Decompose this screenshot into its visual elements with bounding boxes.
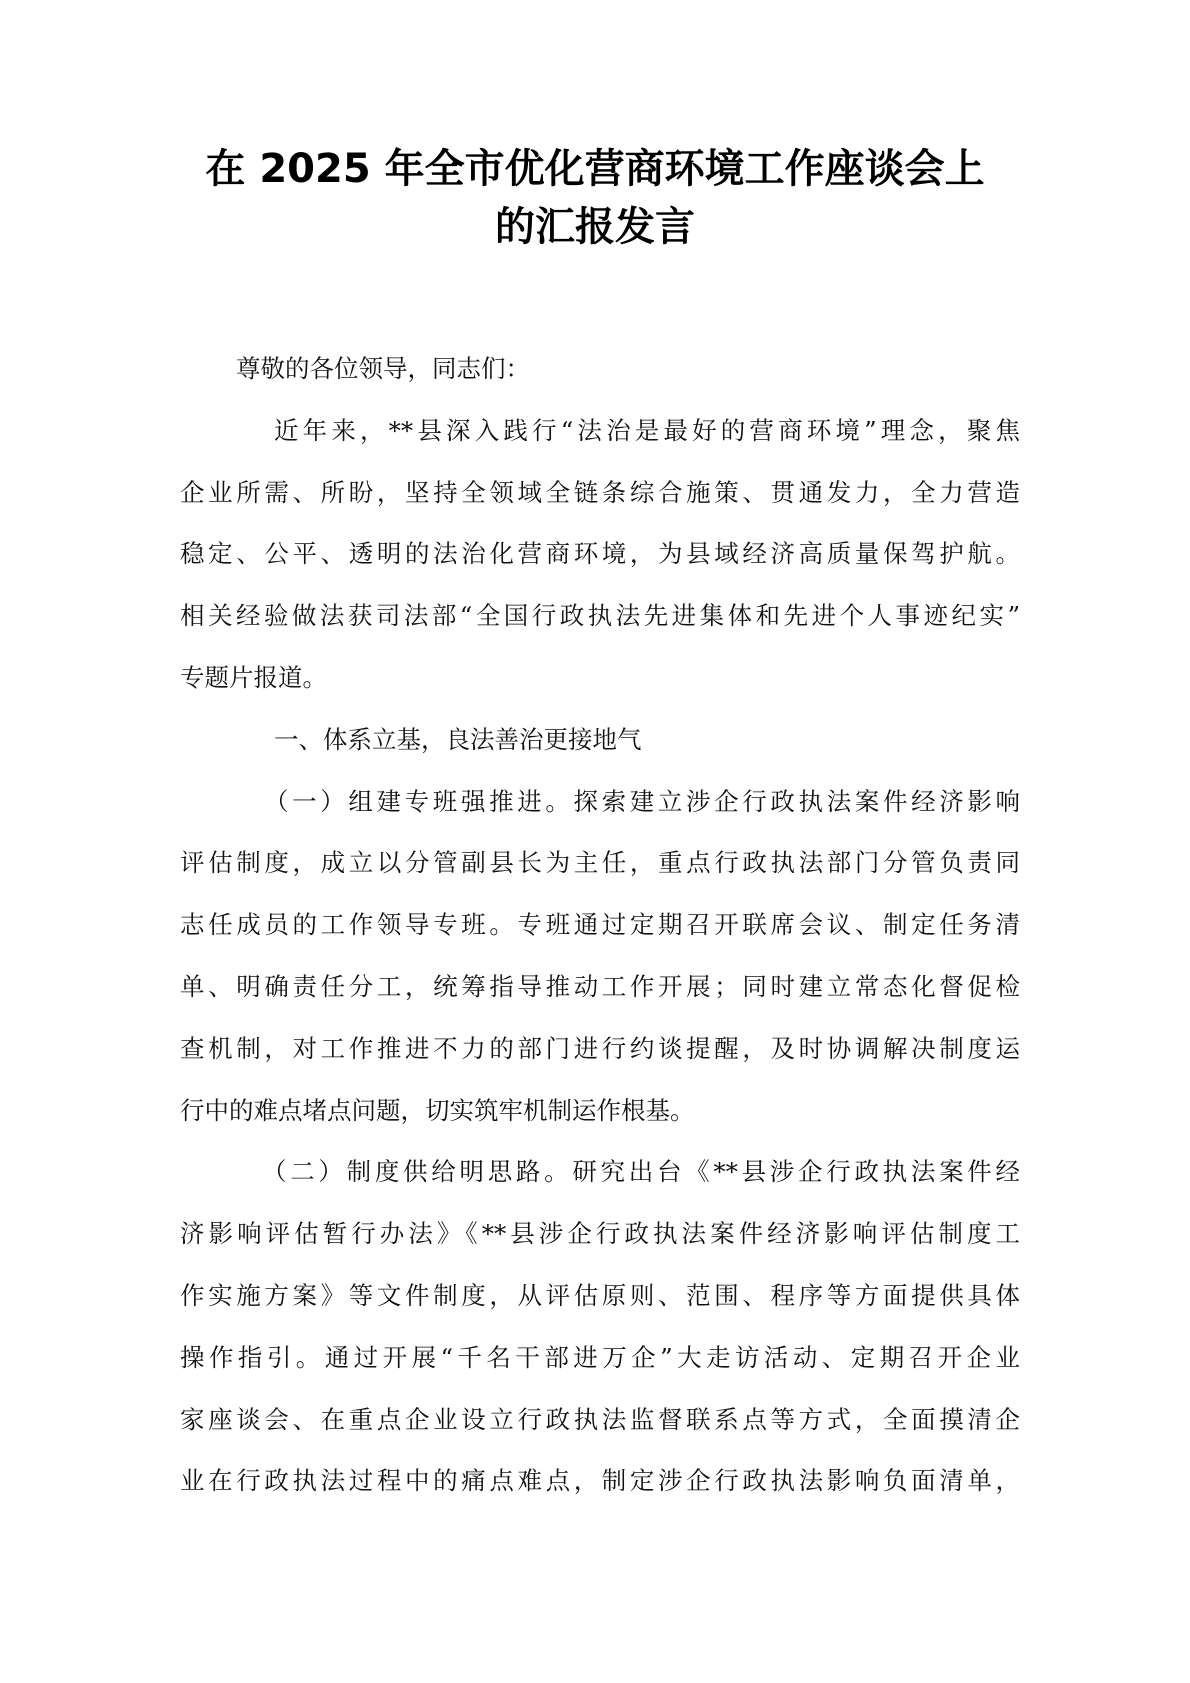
section-heading-1: 一、体系立基，良法善治更接地气 <box>274 724 642 754</box>
paragraph-line: （二）制度供给明思路。研究出台《**县涉企行政执法案件经 <box>262 1157 1020 1187</box>
paragraph-line: 作实施方案》等文件制度，从评估原则、范围、程序等方面提供具体 <box>180 1280 1020 1310</box>
document-body <box>180 338 1020 1512</box>
paragraph-line: 相关经验做法获司法部“全国行政执法先进集体和先进个人事迹纪实” <box>180 601 1020 631</box>
paragraph-line: （一）组建专班强推进。探索建立涉企行政执法案件经济影响 <box>264 786 1020 816</box>
paragraph-line: 稳定、公平、透明的法治化营商环境，为县域经济高质量保驾护航。 <box>180 539 1020 569</box>
paragraph-line: 评估制度，成立以分管副县长为主任，重点行政执法部门分管负责同 <box>180 848 1020 878</box>
paragraph-line: 家座谈会、在重点企业设立行政执法监督联系点等方式，全面摸清企 <box>180 1404 1020 1434</box>
intro-paragraph <box>180 400 1020 709</box>
paragraph-line: 业在行政执法过程中的痛点难点，制定涉企行政执法影响负面清单， <box>180 1466 1020 1496</box>
paragraph-1 <box>180 771 1020 1142</box>
greeting: 尊敬的各位领导，同志们： <box>236 354 530 383</box>
paragraph-line: 操作指引。通过开展“千名干部进万企”大走访活动、定期召开企业 <box>180 1342 1020 1372</box>
title-line-1: 在 2025 年全市优化营商环境工作座谈会上 <box>205 146 985 192</box>
paragraph-line: 近年来，**县深入践行“法治是最好的营商环境”理念，聚焦 <box>274 415 1020 445</box>
paragraph-2 <box>180 1141 1020 1512</box>
paragraph-line: 济影响评估暂行办法》《**县涉企行政执法案件经济影响评估制度工 <box>180 1219 1020 1249</box>
paragraph-line: 单、明确责任分工，统筹指导推动工作开展；同时建立常态化督促检 <box>180 971 1020 1001</box>
paragraph-line: 专题片报道。 <box>180 662 327 692</box>
paragraph-line: 企业所需、所盼，坚持全领域全链条综合施策、贯通发力，全力营造 <box>180 477 1020 507</box>
title-line-2: 的汇报发言 <box>495 204 695 250</box>
document-title <box>0 140 1190 256</box>
paragraph-line: 行中的难点堵点问题，切实筑牢机制运作根基。 <box>180 1095 695 1125</box>
paragraph-line: 查机制，对工作推进不力的部门进行约谈提醒，及时协调解决制度运 <box>180 1033 1020 1063</box>
paragraph-line: 志任成员的工作领导专班。专班通过定期召开联席会议、制定任务清 <box>180 910 1020 940</box>
